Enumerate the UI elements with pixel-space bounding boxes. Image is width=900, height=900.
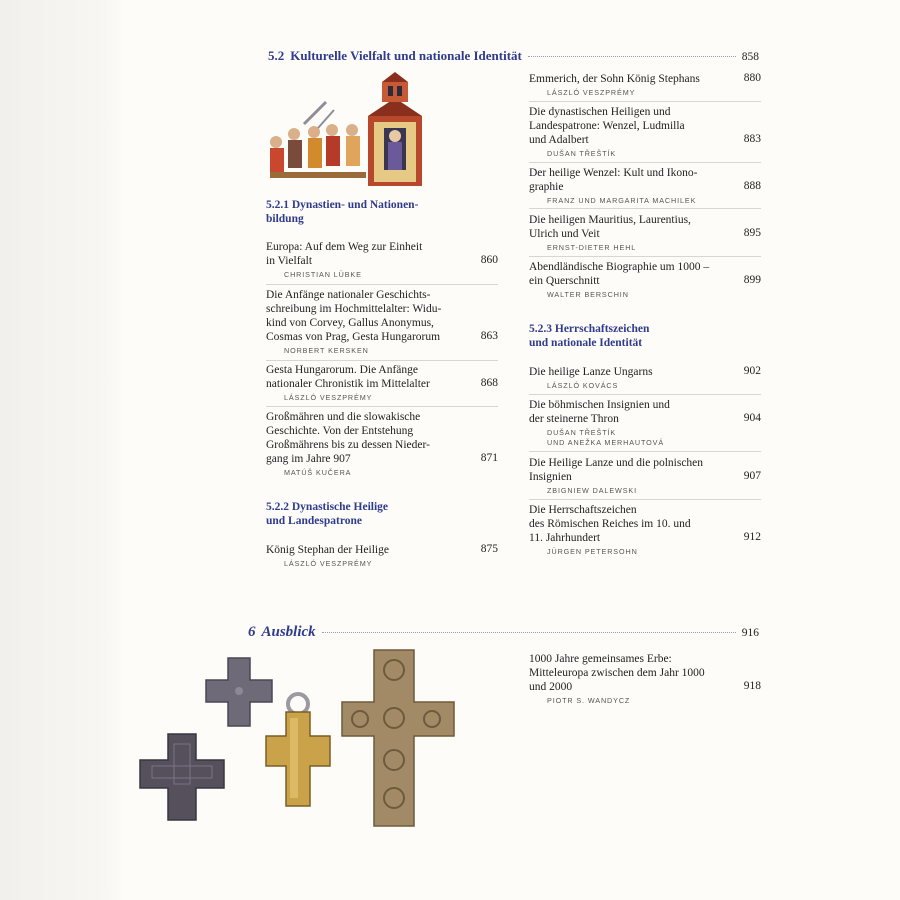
entry-author: NORBERT KERSKEN <box>284 346 369 355</box>
entry-page-number: 899 <box>743 274 761 286</box>
subsection-title-line: und nationale Identität <box>529 337 643 349</box>
entry-title: Großmähren und die slowakische Geschichte. Von der Entstehung Großmährens bis zu dessen Nieder- gang im Jahre 907 <box>266 411 430 465</box>
entry-title: Der heilige Wenzel: Kult und Ikono- graphie <box>529 167 698 193</box>
toc-entry[interactable] <box>266 240 498 280</box>
entry-title: Abendländische Biographie um 1000 – ein Querschnitt <box>529 261 710 287</box>
entry-author: CHRISTIAN LÜBKE <box>284 270 362 279</box>
leader-dots <box>528 56 736 57</box>
entry-divider <box>266 284 498 285</box>
toc-entry[interactable] <box>529 456 761 496</box>
entry-title: 1000 Jahre gemeinsames Erbe: Mitteleuropa zwischen dem Jahr 1000 und 2000 <box>529 653 705 693</box>
entry-page-number: 907 <box>743 470 761 482</box>
toc-entry[interactable] <box>529 105 761 159</box>
entry-page-number: 875 <box>480 543 498 555</box>
entry-title: Die dynastischen Heiligen und Landespatrone: Wenzel, Ludmilla und Adalbert <box>529 106 685 146</box>
chapter-heading-6 <box>248 624 759 644</box>
entry-author: LÁSZLÓ VESZPRÉMY <box>284 393 373 402</box>
entry-divider <box>266 360 498 361</box>
chapter-number: 6 <box>248 624 256 640</box>
manuscript-illumination-image <box>264 72 428 188</box>
entry-page-number: 918 <box>743 680 761 692</box>
entry-page-number: 880 <box>743 72 761 84</box>
entry-page-number: 871 <box>480 452 498 464</box>
subsection-title-line: 5.2.2 Dynastische Heilige <box>266 501 389 513</box>
entry-page-number: 902 <box>743 365 761 377</box>
toc-entry[interactable] <box>266 410 498 478</box>
chapter-title: Ausblick <box>261 624 316 640</box>
toc-entry[interactable] <box>529 260 761 300</box>
entry-author: DUŠAN TŘEŠTÍK UND ANEŽKA MERHAUTOVÁ <box>547 428 665 447</box>
entry-title: Die böhmischen Insignien und der steinerne Thron <box>529 399 670 425</box>
toc-entry[interactable] <box>529 652 761 706</box>
entry-title: Europa: Auf dem Weg zur Einheit in Vielfalt <box>266 241 423 267</box>
toc-entry[interactable] <box>529 166 761 206</box>
entry-divider <box>266 406 498 407</box>
entry-page-number: 868 <box>480 377 498 389</box>
subsection-title-line: und Landespatrone <box>266 515 362 527</box>
toc-entry[interactable] <box>266 363 498 403</box>
leader-dots <box>322 632 736 633</box>
section-page-number: 858 <box>741 51 759 63</box>
entry-page-number: 860 <box>480 254 498 266</box>
entry-title: König Stephan der Heilige <box>266 544 389 556</box>
entry-divider <box>529 499 761 500</box>
entry-author: ERNST-DIETER HEHL <box>547 243 637 252</box>
entry-page-number: 912 <box>743 531 761 543</box>
entry-author: MATÚŠ KUČERA <box>284 468 352 477</box>
section-number: 5.2 <box>268 48 285 63</box>
entry-divider <box>529 101 761 102</box>
subsection-heading-5-2-3 <box>529 322 649 350</box>
section-heading-5-2 <box>268 48 759 66</box>
entry-author: LÁSZLÓ KOVÁCS <box>547 381 619 390</box>
entry-divider <box>529 256 761 257</box>
entry-title: Emmerich, der Sohn König Stephans <box>529 73 700 85</box>
entry-author: ZBIGNIEW DALEWSKI <box>547 486 637 495</box>
entry-title: Die heiligen Mauritius, Laurentius, Ulrich und Veit <box>529 214 691 240</box>
entry-page-number: 888 <box>743 180 761 192</box>
entry-page-number: 863 <box>480 330 498 342</box>
entry-divider <box>529 451 761 452</box>
subsection-title-line: 5.2.3 Herrschaftszeichen <box>529 323 650 335</box>
entry-page-number: 883 <box>743 133 761 145</box>
entry-title: Die heilige Lanze Ungarns <box>529 366 653 378</box>
toc-entry[interactable] <box>529 213 761 253</box>
chapter-page-number: 916 <box>741 627 759 639</box>
page-gutter <box>0 0 122 900</box>
entry-title: Die Herrschaftszeichen des Römischen Reiches im 10. und 11. Jahrhundert <box>529 504 691 544</box>
entry-author: JÜRGEN PETERSOHN <box>547 547 638 556</box>
section-title: Kulturelle Vielfalt und nationale Identität <box>290 48 522 63</box>
subsection-heading-5-2-2 <box>266 500 388 528</box>
subsection-title-line: 5.2.1 Dynastien- und Nationen- <box>266 199 419 211</box>
entry-title: Die Heilige Lanze und die polnischen Insignien <box>529 457 704 483</box>
entry-author: WALTER BERSCHIN <box>547 290 629 299</box>
entry-author: LÁSZLÓ VESZPRÉMY <box>284 559 373 568</box>
subsection-title-line: bildung <box>266 213 304 225</box>
subsection-heading-5-2-1 <box>266 198 418 226</box>
entry-page-number: 904 <box>743 412 761 424</box>
entry-author: FRANZ UND MARGARITA MACHILEK <box>547 196 697 205</box>
toc-entry[interactable] <box>529 398 761 448</box>
entry-divider <box>529 394 761 395</box>
entry-divider <box>529 208 761 209</box>
entry-author: PIOTR S. WANDYCZ <box>547 696 631 705</box>
entry-author: DUŠAN TŘEŠTÍK <box>547 149 617 158</box>
entry-divider <box>529 162 761 163</box>
pectoral-crosses-image <box>136 648 462 834</box>
toc-entry[interactable] <box>266 288 498 356</box>
toc-entry[interactable] <box>529 503 761 557</box>
entry-title: Gesta Hungarorum. Die Anfänge nationaler Chronistik im Mittelalter <box>266 364 430 390</box>
toc-entry[interactable] <box>529 72 761 98</box>
toc-entry[interactable] <box>266 543 498 569</box>
entry-author: LÁSZLÓ VESZPRÉMY <box>547 88 636 97</box>
entry-title: Die Anfänge nationaler Geschichts- schreibung im Hochmittelalter: Widu- kind von Corvey, Gallus Anonymus, Cosmas von Prag, Gesta Hungarorum <box>266 289 442 343</box>
entry-page-number: 895 <box>743 227 761 239</box>
toc-entry[interactable] <box>529 365 761 391</box>
